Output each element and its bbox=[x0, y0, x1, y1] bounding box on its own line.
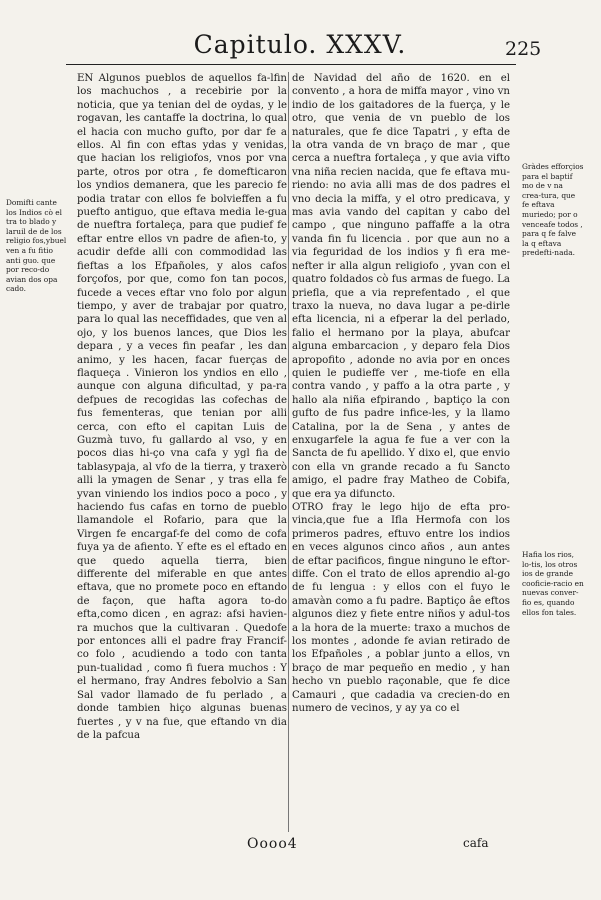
chapter-title: Capitulo. XXXV. bbox=[193, 30, 407, 59]
paragraph: OTRO fray le lego hijo de efta pro-vincia,que fue a Ifla Hermofa con los primeros padres, eftuvo entre los indios en veces algunos cinco años , aun antes de eftar pacificos, fingue ninguno le eftor-diffe. Con el trato de ellos aprendio al-go de fu lengua : y ellos con el fuyo le amavàn como a fu padre. Baptiço âe eftos algunos diez y fiete entre niños y adul-tos a la hora de la muerte: traxo a muchos de los montes , adonde fe avian retirado de los Efpañoles , a poblar junto a ellos, vn braço de mar pequeño en medio , y han hecho vn pueblo raçonable, que fe dice Camauri , que cadadia va crecien-do en numero de vecinos, y ay ya co el bbox=[292, 502, 510, 715]
header-rule bbox=[66, 64, 516, 65]
column-divider bbox=[288, 72, 289, 832]
paragraph: de Navidad del año de 1620. en el convento , a hora de miffa mayor , vino vn indio de los gaitadores de la fuerça, y le otro, que venia de vn pueblo de los naturales, que fe dice Tapatri , y efta de la otra vanda de vn braço de mar , que cerca a nueftra fortaleça , y que avia vifto vna niña recien nacida, que fe eftava mu-riendo: no avia alli mas de dos padres el vno decia la miffa, y el otro predicava, y mas avia vando del capitan y cabo del campo , que ninguno paffaffe a la otra vanda fin fu licencia . por que aun no a via feguridad de los indios y fi era me-nefter ir alla algun religiofo , yvan con el quatro foldados cò fus armas de fuego. La priefla, que a via reprefentado , el que traxo la nueva, no dava lugar a pe-dirle efta licencia, ni a efperar la del perlado, falio el hermano por la playa, abufcar alguna embarcacion , y deparo fela Dios apropofito , adonde no avia por en onces quien le pudieffe ver , me-tiofe en ella contra vando , y paffo a la otra parte , y hallo ala niña efpirando , baptiço la con gufto de fus padre infice-les, y la llamo Catalina, por la de Sena , y antes de enxugarfele la agua fe fue a ver con la Sancta de fu apellido. Y dixo el, que envio con ella vn grande recado a fu Sancto amigo, el padre fray Matheo de Cobifa, que era ya difuncto. bbox=[292, 73, 510, 500]
text-column-right bbox=[292, 72, 510, 862]
margin-note-right-top: Gràdes efforçios para el baptif mo de v na crea-tura, que fe eftava muriedo; por o venceafe todos , para q fe falve la q eftava predefti-nada. bbox=[522, 162, 584, 258]
catchword: cafa bbox=[463, 836, 489, 850]
signature-mark: Oooo4 bbox=[247, 836, 298, 852]
page-number: 225 bbox=[505, 38, 542, 60]
margin-note-right-bottom: Hafia los rios, lo-tis, los otros ios de grande cooficie-racio en nuevas conver-fio es, quando ellos fon tales. bbox=[522, 550, 584, 617]
paragraph: EN Algunos pueblos de aquellos fa-lfin los machuchos , a recebirie por la noticia, que ya tenian del de oydas, y le rogavan, les cantaffe la doctrina, lo qual el hacia con mucho gufto, por dar fe a ellos. Al fin con eftas ydas y venidas, que hacian los religiofos, vnos por vna parte, otros por otra , fe domefticaron los yndios demanera, que les parecio fe podia tratar con ellos fe bolvieffen a fu puefto antiguo, que eftava media le-gua de nueftra fortaleça, para que pudief fe eftar entre ellos vn padre de afien-to, y acudir defde alli con commodidad las fieftas a los Efpañoles, y alos cafos forçofos, por que, como fon tan pocos, fucede a veces eftar vno folo por algun tiempo, y aver de trabajar por quatro, para lo qual las neceffidades, que ven al ojo, y los buenos lances, que Dios les depara , y a veces fin peafar , les dan animo, y les hacen, facar fuerças de flaqueça . Vinieron los yndios en ello , aunque con alguna dificultad, y pa-ra defpues de recogidas las cofechas de fus fementeras, que tenian por alli cerca, con efto el capitan Luis de Guzmà tuvo, fu gallardo al vso, y en pocos dias hi-ço vna cafa y ygl fia de tablasypaja, al vfo de la tierra, y traxerò alli la ymagen de Senar , y tras ella fe yvan viniendo los indios poco a poco , y haciendo fus cafas en torno de pueblo llamandole el Rofario, para que la Virgen fe encargaf-fe del como de cofa fuya ya de afiento. Y efte es el eftado en que quedo aquella tierra, bien differente del miferable en que antes eftava, que no promete poco en eftando de façon, que hafta agora to-do efta,como dicen , en agraz: afsi havien-ra muchos que la cultivaran . Quedofe por entonces alli el padre fray Francif-co folo , acudiendo a todo con tanta pun-tualidad , como fi fuera muchos : Y el hermano, fray Andres febolvio a San Sal vador llamado de fu perlado , a donde tambien hiço algunas buenas fuertes , y v na fue, que eftando vn dia de la pafcua bbox=[77, 73, 287, 741]
margin-note-left: Domifti cante los Indios cò el tra to blado y laruil de de los religio fos,ybuel ven a fu fitio anti guo. que por reco-do avian dos opa cado. bbox=[6, 198, 67, 294]
text-column-left bbox=[77, 72, 287, 862]
